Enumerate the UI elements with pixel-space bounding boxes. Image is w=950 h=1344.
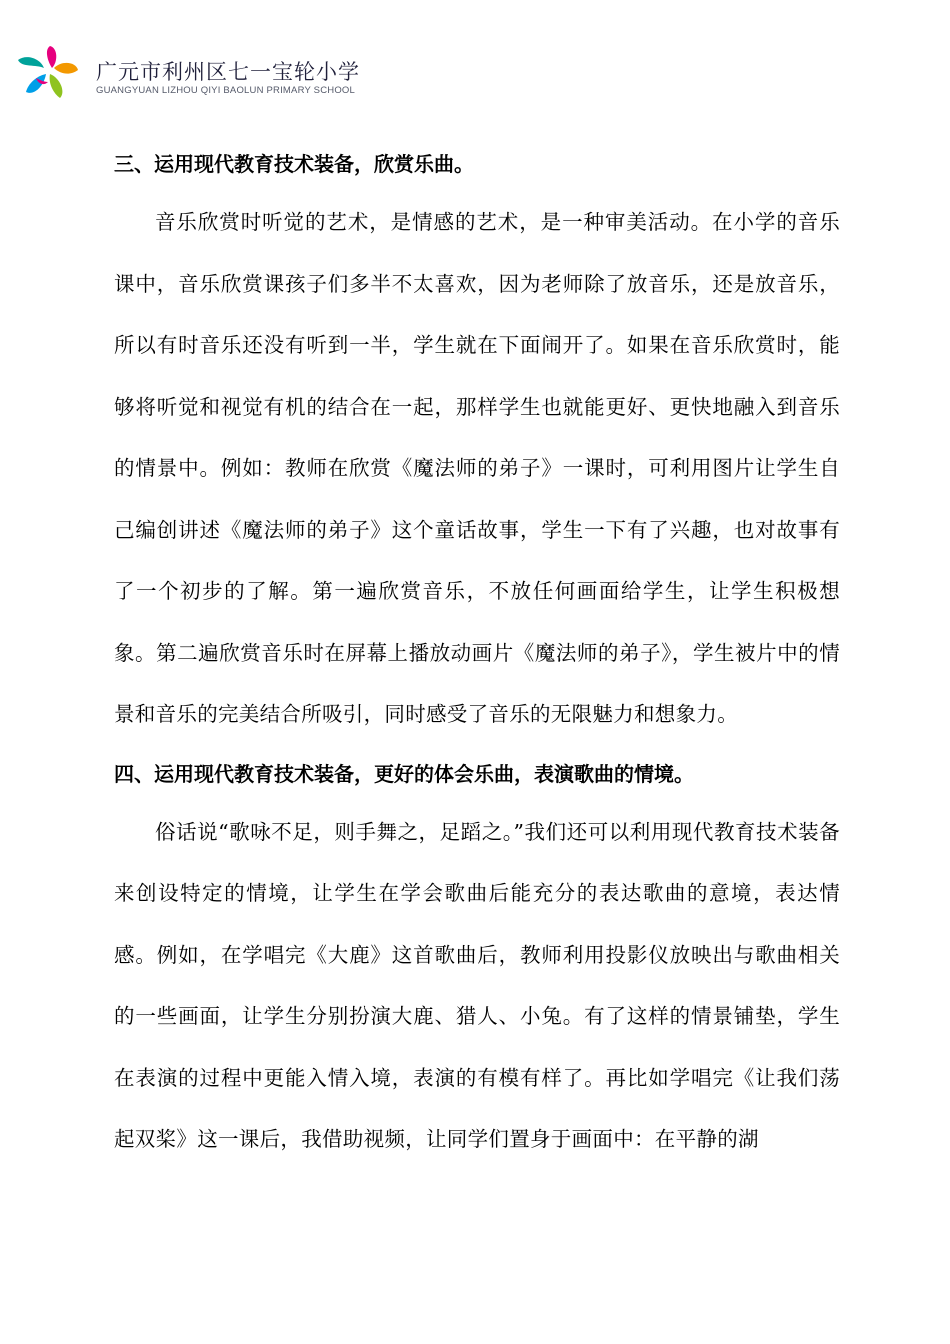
school-name-chinese: 广元市利州区七一宝轮小学 (96, 60, 360, 84)
section-paragraph-4: 俗话说“歌咏不足，则手舞之，足蹈之。”我们还可以利用现代教育技术装备来创设特定的情境，让学生在学会歌曲后能充分的表达歌曲的意境，表达情感。例如，在学唱完《大鹿》这首歌曲后，教师利用投影仪放映出与歌曲相关的一些画面，让学生分别扮演大鹿、猎人、小兔。有了这样的情景铺垫，学生在表演的过程中更能入情入境，表演的有模有样了。再比如学唱完《让我们荡起双桨》这一课后，我借助视频，让同学们置身于画面中：在平静的湖 (114, 819, 840, 1151)
school-name-english: GUANGYUAN LIZHOU QIYI BAOLUN PRIMARY SCHOOL (96, 85, 355, 96)
flower-star-logo-icon (14, 38, 84, 108)
section-heading-4: 四、运用现代教育技术装备，更好的体会乐曲，表演歌曲的情境。 (114, 761, 694, 786)
document-header (14, 38, 374, 108)
section-paragraph-3: 音乐欣赏时听觉的艺术，是情感的艺术，是一种审美活动。在小学的音乐课中，音乐欣赏课孩子们多半不太喜欢，因为老师除了放音乐，还是放音乐，所以有时音乐还没有听到一半，学生就在下面闹开了。如果在音乐欣赏时，能够将听觉和视觉有机的结合在一起，那样学生也就能更好、更快地融入到音乐的情景中。例如：教师在欣赏《魔法师的弟子》一课时，可利用图片让学生自己编创讲述《魔法师的弟子》这个童话故事，学生一下有了兴趣，也对故事有了一个初步的了解。第一遍欣赏音乐，不放任何画面给学生，让学生积极想象。第二遍欣赏音乐时在屏幕上播放动画片《魔法师的弟子》，学生被片中的情景和音乐的完美结合所吸引，同时感受了音乐的无限魅力和想象力。 (114, 210, 840, 726)
section-heading-3: 三、运用现代教育技术装备，欣赏乐曲。 (114, 152, 474, 176)
document-body (114, 136, 840, 1171)
